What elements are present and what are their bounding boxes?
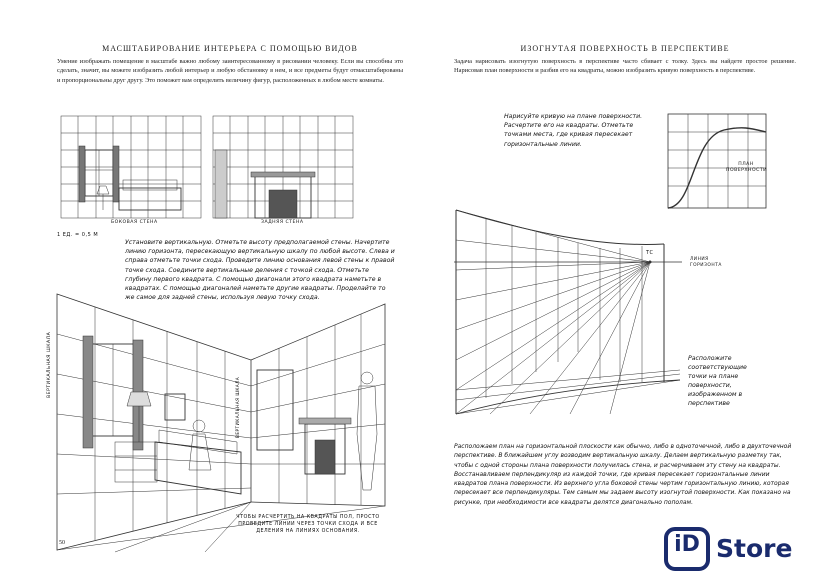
method-description: Расположаем план на горизонтальной плоскости как обычно, либо в одноточечной, либо в двухточечной перспективе. В ближайшем углу возводим вертикальную шкалу. Делаем вертикальную разметку так, чтобы с одной стороны плана поверхности получилась стена, и расчерчиваем эту стену на квадраты. Восстанавливаем перпендикуляр из каждой точки, где кривая пересекает горизонтальные линии квадратов плана поверхности. Из верхнего угла боковой стены чертим горизонтальную линию, которая пересекает все перпендикуляры. Тем самым мы задаем высоту изогнутой поверхности. Как показано на рисунке, при необходимости все квадраты делятся диагонально пополам.	[454, 443, 792, 506]
vanishing-point-label: ТС	[646, 250, 654, 256]
right-page-title: ИЗОГНУТАЯ ПОВЕРХНОСТЬ В ПЕРСПЕКТИВЕ	[520, 44, 730, 53]
perspective-instructions: Установите вертикальную. Отметьте высоту предполагаемой стены. Начертите линию горизонта, пересекающую вертикальную шкалу по любой высоте. Слева и справа отметьте точки схода. Проведите линию основания левой стены к правой точке схода. Соедините вертикальные деления с точкой схода. Отметьте глубину первого квадрата. С помощью диагонали этого квадрата наметьте в квадратах. С помощью диагоналей наметьте другие квадраты. Проделайте то же самое для задней стены, используя левую точку схода.	[125, 239, 395, 302]
surface-plan-diagram	[664, 110, 770, 212]
vertical-scale-label-left: ВЕРТИКАЛЬНАЯ ШКАЛА	[47, 331, 52, 398]
wall-elevations-drawing	[55, 110, 405, 240]
logo-mark: iD	[674, 532, 700, 557]
plan-instructions: Нарисуйте кривую на плане поверхности. Расчертите его на квадраты. Отметьте точками места, где кривая пересекает горизонтальные линии.	[504, 113, 643, 148]
side-wall-caption: БОКОВАЯ СТЕНА	[111, 220, 158, 225]
right-page	[450, 18, 800, 552]
page-number: 50	[59, 540, 65, 546]
left-page	[47, 18, 405, 552]
vertical-scale-label-right: ВЕРТИКАЛЬНАЯ ШКАЛА	[235, 376, 240, 438]
left-page-title: МАСШТАБИРОВАНИЕ ИНТЕРЬЕРА С ПОМОЩЬЮ ВИДОВ	[102, 44, 358, 53]
idstore-logo	[664, 526, 834, 578]
scale-label: 1 ЕД. = 0,5 М	[57, 232, 99, 238]
perspective-points-note: Расположите соответствующие точки на плане поверхности, изображенном в перспективе	[688, 355, 747, 407]
left-page-intro: Умение изображать помещение в масштабе важно любому заинтересованному в рисовании человеку. Если вы способны это сделать, значит, вы можете изобразить любой интерьер и любую обстановку в нем, и все предметы будут отмасштабированы и пропорциональны друг другу. Это поможет вам определить величину фигур, расположенных в любом месте комнаты.	[57, 58, 403, 84]
horizon-line-label: ЛИНИЯ ГОРИЗОНТА	[690, 257, 722, 268]
floor-grid-note: ЧТОБЫ РАСЧЕРТИТЬ НА КВАДРАТЫ ПОЛ, ПРОСТО ПРОВЕДИТЕ ЛИНИИ ЧЕРЕЗ ТОЧКИ СХОДА И ВСЕ ДЕЛЕНИЯ НА ЛИНИЯХ ОСНОВАНИЯ.	[236, 515, 380, 534]
plan-label: ПЛАН ПОВЕРХНОСТИ	[726, 162, 768, 173]
right-page-intro: Задача нарисовать изогнутую поверхность в перспективе часто сбивает с толку. Здесь вы найдете простое решение. Нарисовав план поверхности и разбив его на квадраты, можно изобразить кривую поверхность в перспективе.	[454, 58, 796, 75]
room-perspective-drawing	[55, 274, 405, 552]
back-wall-caption: ЗАДНЯЯ СТЕНА	[261, 220, 304, 225]
logo-text: Store	[716, 534, 793, 563]
